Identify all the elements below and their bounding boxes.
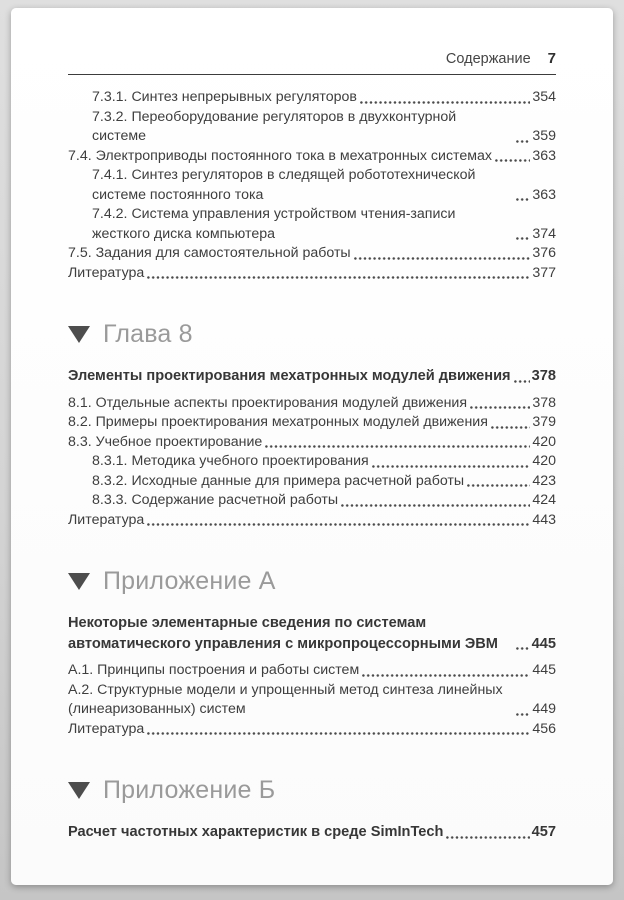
chapter-title-text: Расчет частотных характеристик в среде SimInTech — [68, 824, 444, 841]
triangle-marker-icon — [68, 573, 90, 590]
dot-leader — [514, 380, 530, 383]
chapter-title-text: Элементы проектирования мехатронных модулей движения — [68, 368, 511, 385]
header-rule — [68, 74, 556, 75]
dot-leader — [362, 674, 530, 677]
dot-leader — [467, 484, 530, 487]
dot-leader — [491, 426, 530, 429]
toc-entry-text: 8.3.3. Содержание расчетной работы — [92, 492, 339, 509]
dot-leader — [516, 647, 530, 650]
toc-entry — [68, 491, 556, 511]
dot-leader — [516, 713, 530, 716]
page-header — [68, 50, 556, 67]
dot-leader — [470, 406, 530, 409]
toc-entry — [68, 681, 556, 720]
chapter-heading-label: Приложение А — [103, 567, 276, 596]
toc-entry-text: 8.1. Отдельные аспекты проектирования модулей движения — [68, 394, 468, 411]
toc-entry-page-number: 354 — [532, 89, 556, 106]
chapter-title-page-number: 445 — [531, 635, 556, 652]
toc-entry-page-number: 363 — [532, 147, 556, 164]
chapter-heading-label: Глава 8 — [103, 320, 193, 349]
chapter-heading-label: Приложение Б — [103, 776, 276, 805]
toc-entry-text: Литература — [68, 720, 145, 737]
dot-leader — [495, 159, 530, 162]
toc-entry — [68, 661, 556, 681]
toc-entry — [68, 264, 556, 284]
toc-entry-page-number: 445 — [532, 662, 556, 679]
toc-entry — [68, 394, 556, 414]
toc-entry — [68, 720, 556, 740]
toc-entry-text: 8.3.2. Исходные данные для примера расчетной работы — [92, 472, 465, 489]
chapter-title — [68, 822, 556, 843]
toc-entry-text: А.1. Принципы построения и работы систем — [68, 662, 360, 679]
dot-leader — [516, 140, 530, 143]
toc-entry-text: 7.5. Задания для самостоятельной работы — [68, 245, 351, 262]
toc-entry-text: А.2. Структурные модели и упрощенный метод синтеза линейных (линеаризованных) систем — [68, 681, 503, 718]
toc-entry-page-number: 443 — [532, 511, 556, 528]
toc-entry — [68, 452, 556, 472]
toc-section — [68, 567, 556, 739]
toc-entry-page-number: 424 — [532, 492, 556, 509]
toc-entry-text: 7.3.1. Синтез непрерывных регуляторов — [92, 89, 357, 106]
toc-entry-page-number: 456 — [532, 720, 556, 737]
toc-entry-text: 8.2. Примеры проектирования мехатронных модулей движения — [68, 414, 488, 431]
chapter-title-page-number: 457 — [531, 824, 556, 841]
chapter-heading — [68, 567, 556, 596]
toc-entry — [68, 88, 556, 108]
chapter-title-text: Некоторые элементарные сведения по системам автоматического управления с микропроцессорными ЭВМ — [68, 615, 498, 652]
chapter-heading — [68, 776, 556, 805]
dot-leader — [360, 101, 530, 104]
chapter-title-page-number: 378 — [531, 368, 556, 385]
table-of-contents — [68, 88, 556, 843]
toc-entry-page-number: 376 — [532, 245, 556, 262]
chapter-title — [68, 613, 556, 654]
dot-leader — [265, 445, 530, 448]
toc-entry — [68, 166, 556, 205]
toc-entry-text: 7.4.1. Синтез регуляторов в следящей робототехнической системе постоянного тока — [92, 167, 476, 203]
dot-leader — [147, 523, 530, 526]
triangle-marker-icon — [68, 326, 90, 343]
toc-section — [68, 320, 556, 530]
toc-entry-text: 8.3. Учебное проектирование — [68, 433, 263, 450]
header-page-number: 7 — [547, 50, 556, 67]
toc-entry — [68, 205, 556, 244]
toc-entry — [68, 108, 556, 147]
dot-leader — [446, 836, 529, 839]
chapter-heading — [68, 320, 556, 349]
dot-leader — [516, 237, 530, 240]
toc-entry-text: 7.4.2. Система управления устройством чтения-записи жесткого диска компьютера — [92, 206, 456, 242]
toc-entry-text: 7.4. Электроприводы постоянного тока в мехатронных системах — [68, 147, 493, 164]
toc-entry-page-number: 377 — [532, 264, 556, 281]
dot-leader — [147, 732, 530, 735]
toc-entry — [68, 413, 556, 433]
toc-entry-page-number: 420 — [532, 453, 556, 470]
toc-entry-page-number: 379 — [532, 414, 556, 431]
toc-entry-page-number: 378 — [532, 394, 556, 411]
toc-entry-page-number: 423 — [532, 472, 556, 489]
dot-leader — [341, 504, 530, 507]
toc-entry — [68, 472, 556, 492]
toc-entry — [68, 147, 556, 167]
toc-entry — [68, 433, 556, 453]
toc-entry-page-number: 420 — [532, 433, 556, 450]
toc-entry — [68, 244, 556, 264]
dot-leader — [372, 465, 531, 468]
toc-entry-text: 7.3.2. Переоборудование регуляторов в двухконтурной системе — [92, 108, 457, 145]
header-title: Содержание — [445, 51, 531, 67]
toc-entry — [68, 511, 556, 531]
toc-section — [68, 88, 556, 283]
chapter-title — [68, 366, 556, 387]
toc-entry-text: 8.3.1. Методика учебного проектирования — [92, 453, 369, 470]
toc-entry-page-number: 363 — [532, 186, 556, 203]
toc-entry-text: Литература — [68, 511, 145, 528]
toc-entry-page-number: 374 — [532, 225, 556, 242]
toc-entry-page-number: 449 — [532, 701, 556, 718]
dot-leader — [516, 198, 530, 201]
toc-entry-text: Литература — [68, 264, 145, 281]
dot-leader — [147, 276, 530, 279]
triangle-marker-icon — [68, 782, 90, 799]
toc-entry-page-number: 359 — [532, 128, 556, 145]
dot-leader — [354, 257, 531, 260]
toc-section — [68, 776, 556, 843]
book-page — [11, 8, 613, 885]
